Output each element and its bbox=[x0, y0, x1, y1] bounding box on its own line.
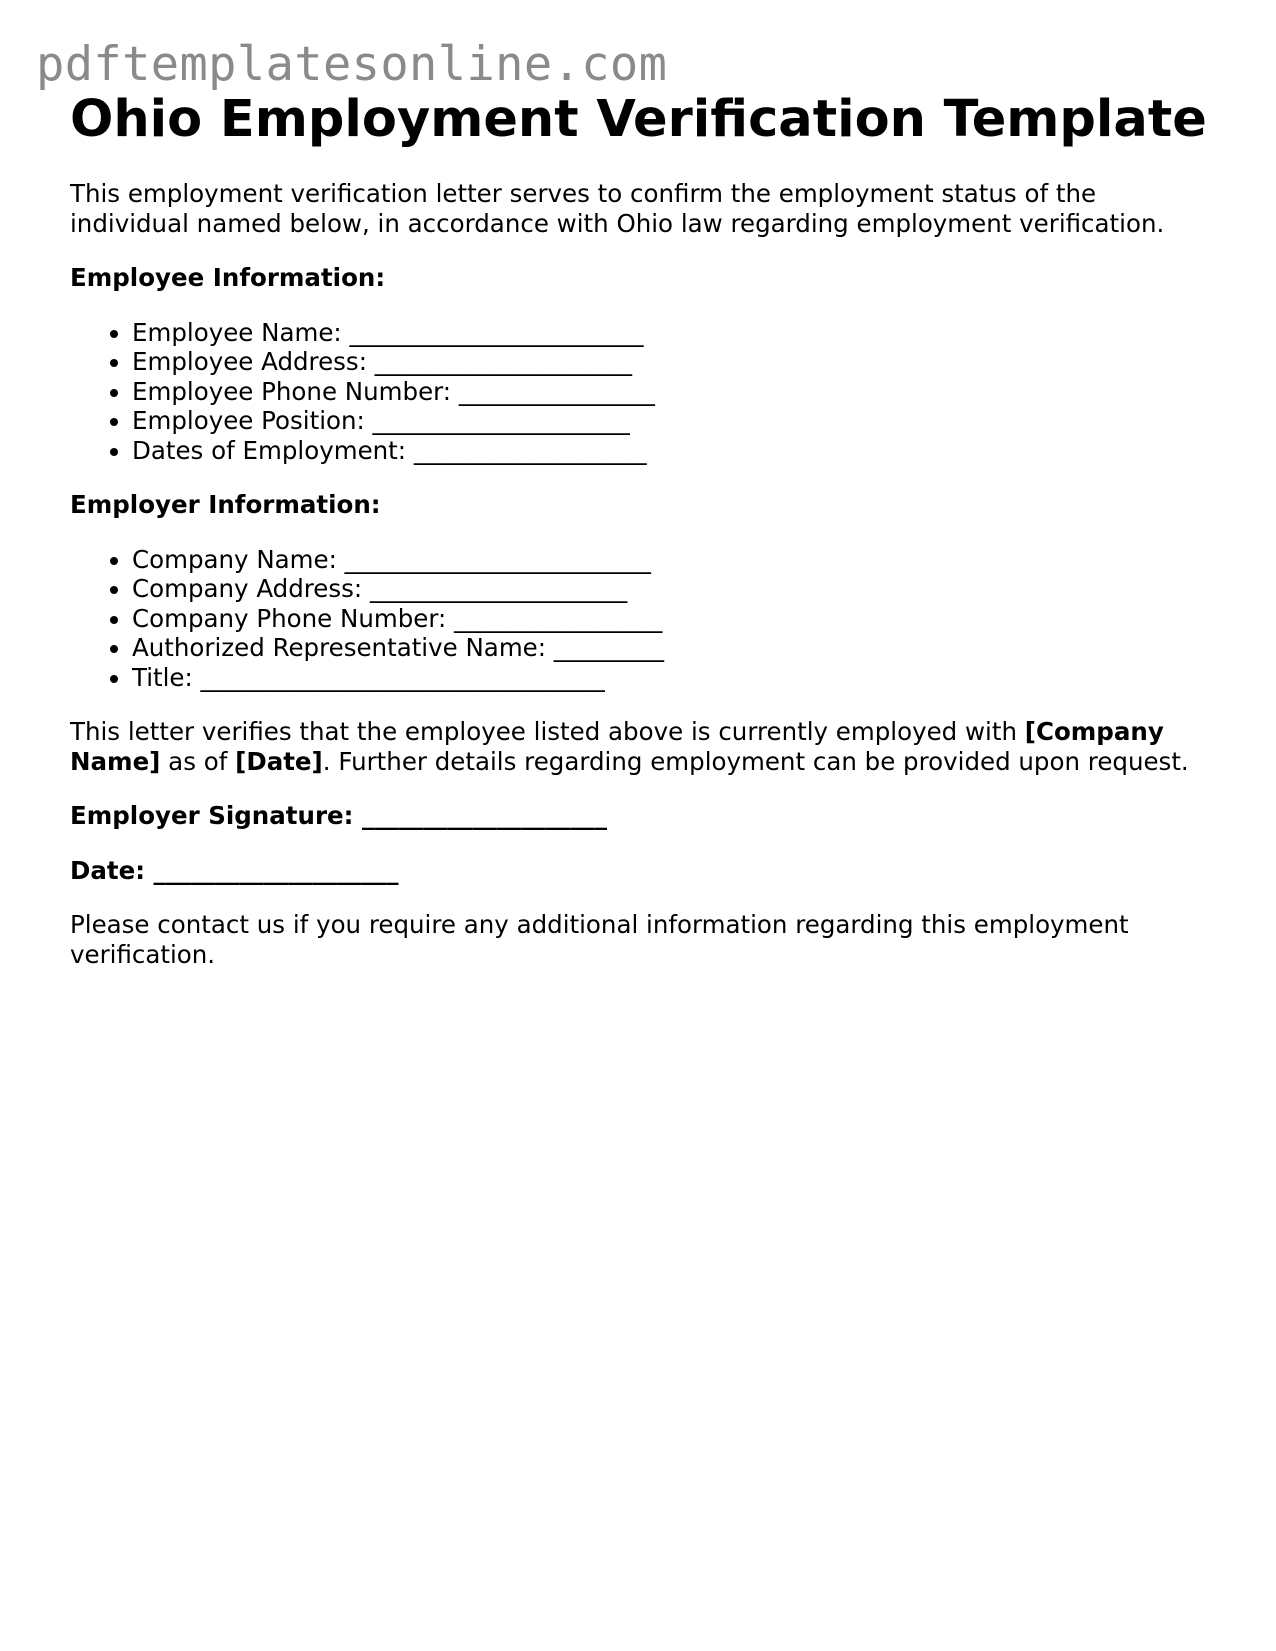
contact-paragraph: Please contact us if you require any additional information regarding this employment verification. bbox=[70, 910, 1129, 969]
employee-phone-field: • Employee Phone Number: ________________ bbox=[132, 377, 1220, 407]
document-body bbox=[70, 88, 1220, 969]
company-name-placeholder: [Company Name] bbox=[70, 717, 1164, 776]
verification-text-2: as of bbox=[160, 746, 236, 776]
employee-position-field: • Employee Position: _____________________ bbox=[132, 406, 1220, 436]
employee-name-field: • Employee Name: ________________________ bbox=[132, 318, 1220, 348]
verification-text-1: This letter verifies that the employee listed above is currently employed with bbox=[70, 717, 1025, 746]
employer-signature-line: Employer Signature: ____________________ bbox=[70, 801, 607, 830]
intro-paragraph: This employment verification letter serves to confirm the employment status of the individual named below, in accordance with Ohio law regarding employment verification. bbox=[70, 179, 1165, 238]
verification-text-3: . Further details regarding employment can be provided upon request. bbox=[322, 746, 1189, 776]
watermark: pdftemplatesonline.com bbox=[36, 37, 668, 92]
title-field: • Title: _________________________________ bbox=[132, 663, 1220, 693]
verification-paragraph bbox=[70, 717, 1220, 776]
employee-address-field: • Employee Address: _____________________ bbox=[132, 347, 1220, 377]
date-line: Date: ____________________ bbox=[70, 855, 399, 885]
company-phone-field: • Company Phone Number: _________________ bbox=[132, 604, 1220, 634]
employee-info-list bbox=[70, 318, 1220, 466]
company-address-field: • Company Address: _____________________ bbox=[132, 574, 1220, 604]
page-title: Ohio Employment Verification Template bbox=[70, 90, 1207, 149]
employment-dates-field: • Dates of Employment: ___________________ bbox=[132, 436, 1220, 466]
date-placeholder: [Date] bbox=[235, 746, 323, 776]
company-name-field: • Company Name: _________________________ bbox=[132, 545, 1220, 575]
authorized-rep-field: • Authorized Representative Name: _________ bbox=[132, 633, 1220, 663]
employee-section-heading: Employee Information: bbox=[70, 263, 386, 292]
employer-info-list bbox=[70, 545, 1220, 693]
employer-section-heading: Employer Information: bbox=[70, 490, 381, 519]
